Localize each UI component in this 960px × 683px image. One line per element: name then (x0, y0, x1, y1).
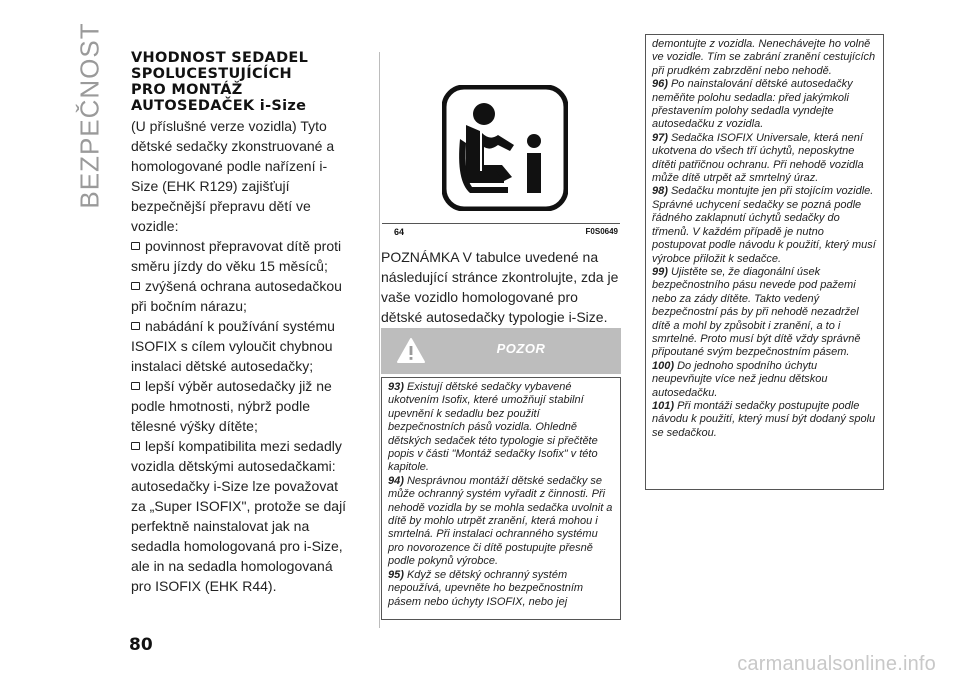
section-heading-line: VHODNOST SEDADEL (131, 50, 309, 66)
note-paragraph: POZNÁMKA V tabulce uvedené na následující stránce zkontrolujte, zda je vaše vozidlo homologované pro dětské autosedačky typologie i-Size. (381, 249, 619, 325)
figure-number: 64 (394, 227, 405, 237)
warning-box-part-2 (645, 34, 884, 490)
left-column (131, 50, 353, 596)
page-number: 80 (129, 635, 153, 655)
checkbox-bullet-icon (131, 442, 140, 450)
warning-header (381, 328, 621, 374)
watermark: carmanualsonline.info (737, 653, 936, 675)
warning-item: 94) Nesprávnou montáží dětské sedačky se může ochranný systém vyřadit z činnosti. Při nehodě vozidla by se mohla sedačka uvolnit a dítě by mohlo utrpět zranění, která mohou i smrtelná. Při instalaci ochranného systému pro novorozence či dítě postupujte přesně podle pokynů výrobce. (388, 474, 613, 568)
child-seat-isize-icon (442, 85, 568, 211)
section-heading-line: SPOLUCESTUJÍCÍCH (131, 66, 292, 82)
section-side-tab-label: BEZPEČNOST (74, 21, 105, 209)
section-heading (131, 50, 353, 114)
bullet-item: lepší kompatibilita mezi sedadly vozidla dětskými autosedačkami: autosedačky i-Size lze považovat za „Super ISOFIX", protože se dají perfektně nainstalovat jak na sedadla homologovaná pro i-Size, ale in na sedadla homologovaná pro ISOFIX (EHK R44). (131, 438, 347, 594)
section-side-tab (70, 21, 110, 209)
warning-item: 95) Když se dětský ochranný systém nepoužívá, upevněte ho bezpečnostním pásem nebo úchyty ISOFIX, nebo jej (388, 568, 584, 608)
warning-item: 93) Existují dětské sedačky vybavené ukotvením Isofix, které umožňují stabilní upevnění k sedadlu bez použití bezpečnostních pásů vozidla. Ohledně dětských sedaček této typologie si přečtěte popis v části "Montáž sedačky Isofix" v této kapitole. (388, 381, 598, 474)
warning-item: 96) Po nainstalování dětské autosedačky neměňte polohu sedadla: před jakýmkoli přestavením polohy sedadla vyndejte autosedačku z vozidla. (652, 78, 853, 131)
bullet-item: zvýšená ochrana autosedačkou při bočním nárazu; (131, 278, 342, 314)
warning-item: 97) Sedačka ISOFIX Universale, která není ukotvena do všech tří úchytů, neposkytne dítěti patřičnou ochranu. Při nehodě vozidla může dítě utrpět až smrtelný úraz. (652, 131, 864, 185)
warning-item: 100) Do jednoho spodního úchytu neupevňujte více než jednu dětskou autosedačku. (652, 359, 828, 399)
bullet-item: povinnost přepravovat dítě proti směru jízdy do věku 15 měsíců; (131, 238, 342, 274)
checkbox-bullet-icon (131, 322, 140, 330)
bullet-item: lepší výběr autosedačky již ne podle hmotnosti, nýbrž podle tělesné výšky dítěte; (131, 378, 332, 434)
warning-title: POZOR (496, 341, 546, 356)
warning-item: 101) Při montáži sedačky postupujte podle návodu k použití, který musí být dodaný spolu se sedačkou. (652, 399, 876, 439)
warning-box-part-1 (381, 377, 621, 620)
section-heading-line: AUTOSEDAČEK i-Size (131, 98, 307, 114)
figure-64 (380, 52, 622, 238)
intro-paragraph: (U příslušné verze vozidla) Tyto dětské sedačky zkonstruované a homologované podle nařízení i-Size (EHK R129) zajišťují bezpečnější přepravu dětí ve vozidle: (131, 118, 335, 234)
warning-item: 98) Sedačku montujte jen při stojícím vozidle. Správné uchycení sedačky se pozná podle řádného zaklapnutí úchytů sedačky do třmenů. V každém případě je nutno postupovat podle návodu k použití, který musí výrobce přiložit k sedačce. (652, 185, 876, 265)
section-heading-line: PRO MONTÁŽ (131, 82, 243, 98)
figure-rule (382, 223, 620, 224)
warning-item: 99) Ujistěte se, že diagonální úsek bezpečnostního pásu nevede pod pažemi nebo za zády dítěte. Takto vedený bezpečnostní pás by při nehodě nezadržel dítě a mohl by způsobit i zranění, a to i smrtelné. Proto musí být dítě vždy správně připoutané svým bezpečnostním pásem. (652, 265, 861, 359)
figure-code: F0S0649 (585, 227, 618, 236)
bullet-item: nabádání k používání systému ISOFIX s cílem vyloučit chybnou instalaci dětské autosedačky; (131, 318, 335, 374)
checkbox-bullet-icon (131, 382, 140, 390)
checkbox-bullet-icon (131, 282, 140, 290)
checkbox-bullet-icon (131, 242, 140, 250)
warning-continuation: demontujte z vozidla. Nenechávejte ho volně ve vozidle. Tím se zabrání zranění cestujících při prudkém zabrzdění nebo nehodě. (652, 38, 876, 77)
